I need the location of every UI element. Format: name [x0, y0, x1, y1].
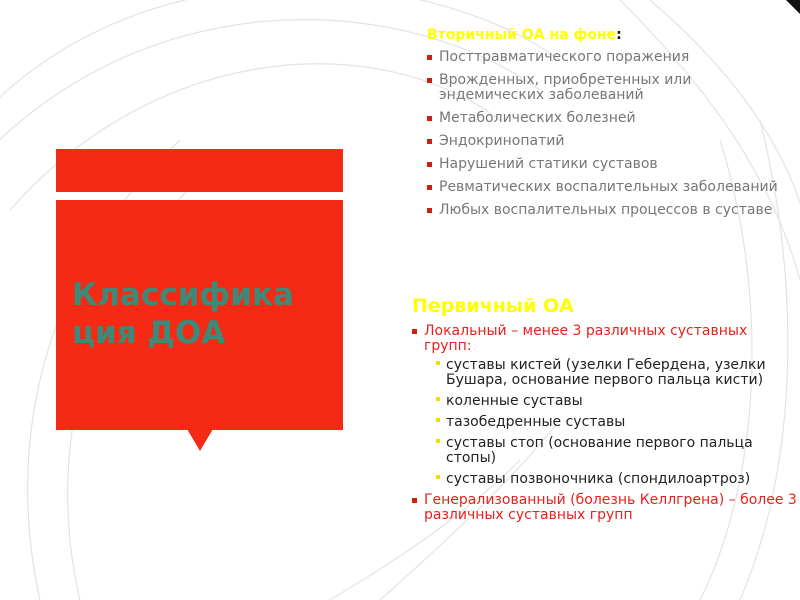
red-header-bar	[56, 149, 343, 192]
secondary-oa-section	[427, 26, 797, 226]
list-item: Эндокринопатий	[427, 134, 797, 149]
red-callout-pointer	[187, 429, 213, 451]
generalized-oa-label: Генерализованный (болезнь Келлгрена) – более 3 различных суставных групп	[424, 492, 797, 523]
list-item: суставы позвоночника (спондилоартроз)	[436, 472, 797, 487]
corner-triangle	[786, 0, 800, 14]
list-item: коленные суставы	[436, 394, 797, 409]
local-oa-label: Локальный – менее 3 различных суставных групп:	[424, 323, 748, 354]
list-item: Метаболических болезней	[427, 111, 797, 126]
secondary-oa-heading-text: Вторичный ОА на фоне	[427, 27, 617, 43]
slide-title	[72, 276, 342, 352]
primary-oa-list	[412, 324, 797, 523]
secondary-oa-list	[427, 50, 797, 218]
primary-oa-local	[412, 324, 797, 487]
slide-title-line-2: ция ДОА	[72, 315, 226, 351]
slide-title-line-1: Классифика	[72, 277, 294, 313]
local-oa-sublist	[436, 358, 797, 487]
list-item: суставы стоп (основание первого пальца стопы)	[436, 436, 797, 466]
list-item: Ревматических воспалительных заболеваний	[427, 180, 797, 195]
list-item: Любых воспалительных процессов в суставе	[427, 203, 797, 218]
list-item: Врожденных, приобретенных или эндемических заболеваний	[427, 73, 797, 103]
list-item: Посттравматического поражения	[427, 50, 797, 65]
primary-oa-section	[412, 294, 797, 523]
list-item: суставы кистей (узелки Гебердена, узелки Бушара, основание первого пальца кисти)	[436, 358, 797, 388]
primary-oa-heading: Первичный ОА	[412, 295, 574, 317]
list-item: Нарушений статики суставов	[427, 157, 797, 172]
secondary-oa-heading-colon: :	[616, 27, 622, 43]
list-item: тазобедренные суставы	[436, 415, 797, 430]
secondary-oa-heading	[427, 26, 797, 44]
primary-oa-generalized	[412, 493, 797, 523]
